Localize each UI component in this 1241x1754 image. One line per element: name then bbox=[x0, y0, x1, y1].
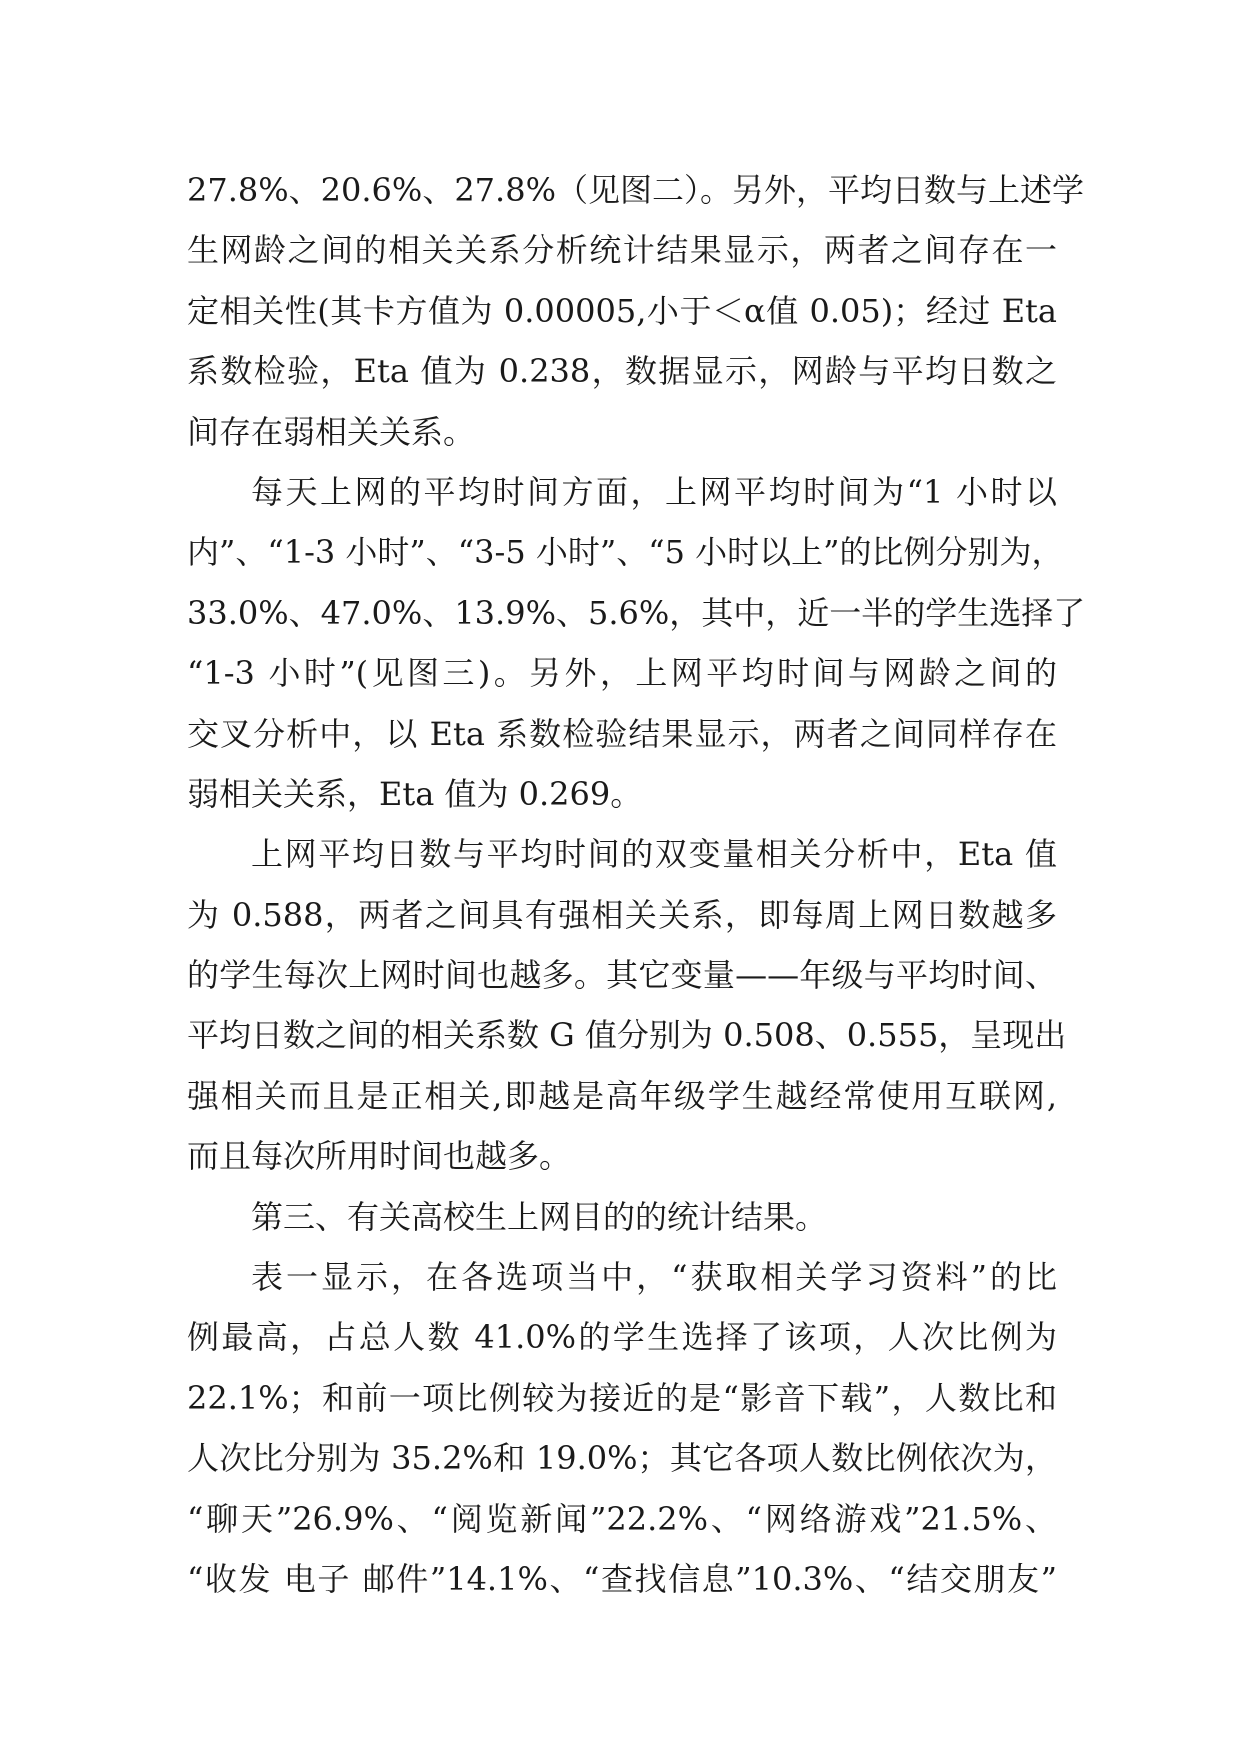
text-line-13: 为 0.588，两者之间具有强相关关系，即每周上网日数越多 bbox=[187, 895, 1057, 934]
text-line-22: 人次比分别为 35.2%和 19.0%；其它各项人数比例依次为， bbox=[187, 1439, 1057, 1478]
text-line-14: 的学生每次上网时间也越多。其它变量——年级与平均时间、 bbox=[187, 956, 1057, 995]
text-line-12: 上网平均日数与平均时间的双变量相关分析中，Eta 值 bbox=[251, 835, 1057, 874]
text-line-24: “收发 电子 邮件”14.1%、“查找信息”10.3%、“结交朋友” bbox=[187, 1559, 1057, 1598]
text-line-19: 表一显示，在各选项当中，“获取相关学习资料”的比 bbox=[251, 1258, 1057, 1297]
text-line-21: 22.1%；和前一项比例较为接近的是“影音下载”，人数比和 bbox=[187, 1378, 1057, 1417]
body-text bbox=[187, 160, 1086, 1609]
text-line-10: 交叉分析中，以 Eta 系数检验结果显示，两者之间同样存在 bbox=[187, 714, 1057, 753]
text-line-1: 27.8%、20.6%、27.8%（见图二）。另外，平均日数与上述学 bbox=[187, 171, 1084, 209]
text-line-15: 平均日数之间的相关系数 G 值分别为 0.508、0.555，呈现出 bbox=[187, 1016, 1067, 1055]
text-line-17: 而且每次所用时间也越多。 bbox=[187, 1137, 572, 1176]
text-line-5: 间存在弱相关关系。 bbox=[187, 412, 476, 451]
text-line-7: 内”、“1-3 小时”、“3-5 小时”、“5 小时以上”的比例分别为， bbox=[187, 533, 1064, 572]
text-line-16: 强相关而且是正相关,即越是高年级学生越经常使用互联网, bbox=[187, 1076, 1057, 1115]
text-line-20: 例最高，占总人数 41.0%的学生选择了该项，人次比例为 bbox=[187, 1318, 1057, 1357]
text-line-18: 第三、有关高校生上网目的的统计结果。 bbox=[251, 1197, 828, 1236]
text-line-23: “聊天”26.9%、“阅览新闻”22.2%、“网络游戏”21.5%、 bbox=[187, 1499, 1057, 1538]
text-line-2: 生网龄之间的相关关系分析统计结果显示，两者之间存在一 bbox=[187, 231, 1057, 270]
text-line-3: 定相关性(其卡方值为 0.00005,小于＜α值 0.05)；经过 Eta bbox=[187, 291, 1057, 330]
text-line-4: 系数检验，Eta 值为 0.238，数据显示，网龄与平均日数之 bbox=[187, 352, 1057, 391]
text-line-6: 每天上网的平均时间方面，上网平均时间为“1 小时以 bbox=[251, 472, 1057, 511]
text-line-9: “1-3 小时”(见图三)。另外，上网平均时间与网龄之间的 bbox=[187, 654, 1057, 693]
text-line-8: 33.0%、47.0%、13.9%、5.6%，其中，近一半的学生选择了 bbox=[187, 593, 1086, 632]
text-line-11: 弱相关关系，Eta 值为 0.269。 bbox=[187, 774, 643, 813]
